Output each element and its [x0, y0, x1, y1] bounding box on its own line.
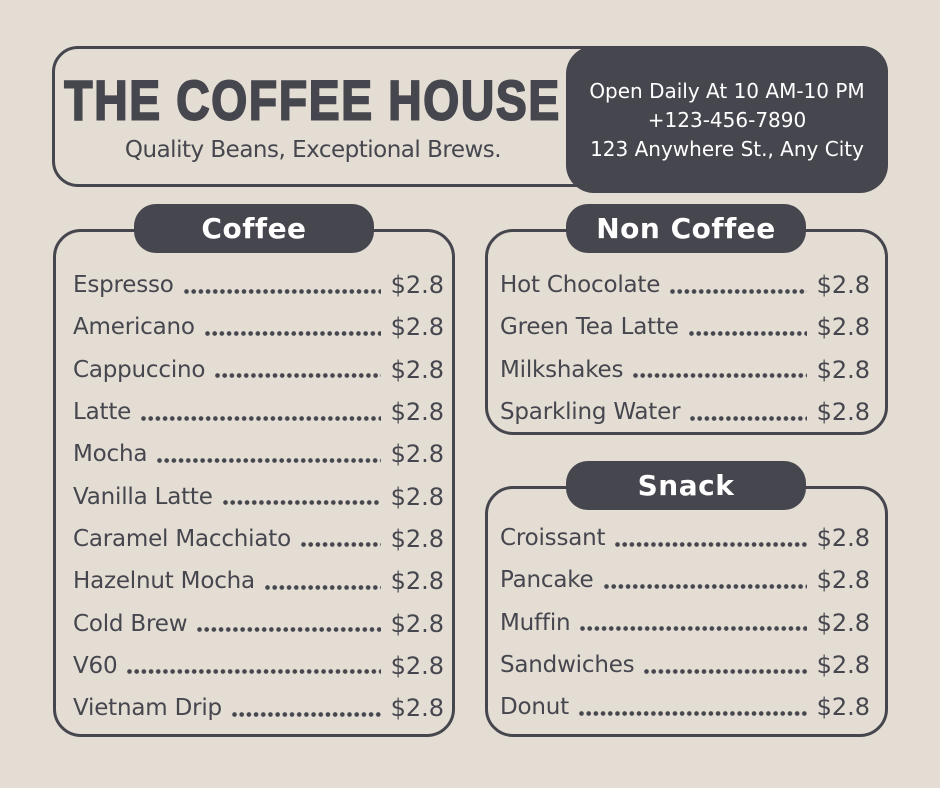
dotted-leader	[604, 584, 807, 589]
dotted-leader	[301, 542, 381, 547]
non-coffee-item-list	[500, 264, 870, 433]
dotted-leader	[127, 669, 380, 674]
header-box	[52, 46, 888, 187]
dotted-leader	[633, 373, 806, 378]
menu-item-row	[500, 264, 870, 306]
item-name: Green Tea Latte	[500, 314, 679, 341]
menu-item-row	[73, 560, 444, 602]
item-name: Muffin	[500, 609, 571, 636]
item-name: Pancake	[500, 567, 594, 594]
phone-number: +123-456-7890	[647, 107, 807, 132]
menu-item-row	[73, 391, 444, 433]
dotted-leader	[197, 627, 380, 632]
dotted-leader	[157, 458, 380, 463]
item-name: Espresso	[73, 272, 174, 299]
item-price: $2.8	[390, 567, 444, 596]
item-price: $2.8	[390, 651, 444, 680]
item-name: Mocha	[73, 441, 148, 468]
menu-item-row	[500, 517, 870, 559]
item-price: $2.8	[390, 355, 444, 384]
dotted-leader	[579, 711, 807, 716]
menu-item-row	[500, 349, 870, 391]
item-name: Vietnam Drip	[73, 695, 222, 722]
item-name: Croissant	[500, 525, 606, 552]
snack-section-title: Snack	[566, 461, 806, 510]
dotted-leader	[205, 331, 381, 336]
dotted-leader	[689, 331, 807, 336]
item-price: $2.8	[390, 609, 444, 638]
menu-item-row	[500, 391, 870, 433]
dotted-leader	[615, 542, 806, 547]
menu-item-row	[73, 687, 444, 729]
item-price: $2.8	[390, 482, 444, 511]
item-price: $2.8	[390, 271, 444, 300]
dotted-leader	[223, 500, 381, 505]
menu-item-row	[73, 349, 444, 391]
item-price: $2.8	[816, 524, 870, 553]
coffee-section-title: Coffee	[134, 204, 374, 253]
item-name: Vanilla Latte	[73, 483, 213, 510]
menu-item-row	[500, 559, 870, 601]
item-price: $2.8	[816, 693, 870, 722]
item-price: $2.8	[390, 440, 444, 469]
menu-item-row	[73, 433, 444, 475]
dotted-leader	[184, 289, 381, 294]
menu-item-row	[500, 602, 870, 644]
item-price: $2.8	[390, 313, 444, 342]
dotted-leader	[670, 289, 806, 294]
menu-item-row	[73, 306, 444, 348]
snack-item-list	[500, 517, 870, 728]
dotted-leader	[644, 669, 806, 674]
menu-item-row	[73, 475, 444, 517]
item-price: $2.8	[816, 313, 870, 342]
menu-item-row	[73, 602, 444, 644]
item-name: Latte	[73, 399, 132, 426]
item-price: $2.8	[390, 694, 444, 723]
item-name: Sparkling Water	[500, 399, 681, 426]
item-price: $2.8	[816, 271, 870, 300]
menu-item-row	[500, 686, 870, 728]
opening-hours: Open Daily At 10 AM-10 PM	[589, 78, 865, 103]
item-name: Sandwiches	[500, 652, 635, 679]
item-name: Caramel Macchiato	[73, 525, 291, 552]
menu-item-row	[500, 644, 870, 686]
item-price: $2.8	[390, 398, 444, 427]
menu-item-row	[500, 306, 870, 348]
item-price: $2.8	[390, 524, 444, 553]
item-price: $2.8	[816, 355, 870, 384]
item-name: Hazelnut Mocha	[73, 568, 255, 595]
dotted-leader	[215, 373, 380, 378]
tagline: Quality Beans, Exceptional Brews.	[124, 136, 502, 163]
page-title: THE COFFEE HOUSE	[64, 67, 562, 132]
item-name: Hot Chocolate	[500, 272, 661, 299]
item-name: Milkshakes	[500, 356, 624, 383]
menu-item-row	[73, 518, 444, 560]
item-price: $2.8	[816, 608, 870, 637]
dotted-leader	[232, 712, 381, 717]
item-price: $2.8	[816, 566, 870, 595]
dotted-leader	[265, 585, 381, 590]
item-price: $2.8	[816, 651, 870, 680]
non-coffee-section-title: Non Coffee	[566, 204, 806, 253]
dotted-leader	[580, 626, 806, 631]
coffee-item-list	[73, 264, 444, 729]
item-name: Cold Brew	[73, 610, 188, 637]
item-name: Americano	[73, 314, 195, 341]
dotted-leader	[141, 416, 380, 421]
contact-card	[566, 46, 888, 193]
dotted-leader	[690, 416, 806, 421]
item-price: $2.8	[816, 398, 870, 427]
menu-item-row	[73, 645, 444, 687]
item-name: V60	[73, 652, 118, 679]
item-name: Cappuccino	[73, 356, 206, 383]
item-name: Donut	[500, 694, 569, 721]
menu-item-row	[73, 264, 444, 306]
address: 123 Anywhere St., Any City	[590, 136, 864, 161]
header-brand	[55, 49, 571, 184]
